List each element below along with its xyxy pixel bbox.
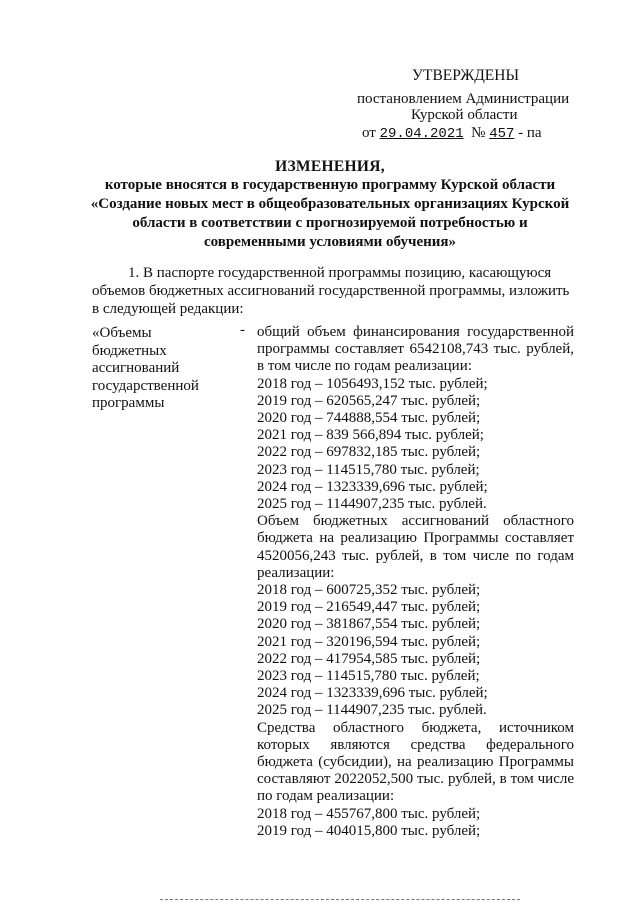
total-year-item: 2022 год – 697832,185 тыс. рублей; <box>257 444 481 461</box>
regional-year-item: 2018 год – 600725,352 тыс. рублей; <box>257 582 481 599</box>
approval-suffix: - па <box>518 125 542 141</box>
position-label <box>92 325 222 413</box>
total-year-item: 2020 год – 744888,554 тыс. рублей; <box>257 410 481 427</box>
regional-year-item: 2021 год – 320196,594 тыс. рублей; <box>257 633 481 650</box>
regional-budget-text: Объем бюджетных ассигнований областного бюджета на реализацию Программы составляет 4520056,243 тыс. рублей, в том числе по годам реализации: <box>257 513 574 581</box>
intro-line-3: в следующей редакции: <box>92 301 244 317</box>
total-year-item: 2019 год – 620565,247 тыс. рублей; <box>257 392 481 409</box>
heading-line-1: которые вносятся в государственную программу Курской области <box>104 177 556 193</box>
total-year-item: 2025 год – 1144907,235 тыс. рублей. <box>257 496 487 513</box>
heading-line-2: «Создание новых мест в общеобразовательных организациях Курской <box>90 196 570 212</box>
total-year-item: 2023 год – 114515,780 тыс. рублей; <box>257 461 480 478</box>
approval-number: 457 <box>489 126 515 142</box>
label-line: бюджетных <box>92 342 167 359</box>
federal-year-item: 2018 год – 455767,800 тыс. рублей; <box>257 805 481 822</box>
heading-line-4: современными условиями обучения» <box>203 234 457 250</box>
intro-paragraph <box>92 264 574 318</box>
document-heading <box>80 157 580 252</box>
approval-from-label: от <box>362 125 376 141</box>
intro-line-2: объемов бюджетных ассигнований государственной программы, изложить <box>92 283 570 299</box>
financing-details <box>257 324 574 840</box>
approval-region-line: Курской области <box>411 107 518 123</box>
regional-year-item: 2020 год – 381867,554 тыс. рублей; <box>257 616 481 633</box>
regional-year-item: 2025 год – 1144907,235 тыс. рублей. <box>257 702 487 719</box>
approval-date: 29.04.2021 <box>379 126 464 142</box>
total-financing-text: общий объем финансирования государственной программы составляет 6542108,743 тыс. рублей, в том числе по годам реализации: <box>257 324 574 375</box>
intro-line-1: 1. В паспорте государственной программы позицию, касающуюся <box>128 265 552 281</box>
federal-year-item: 2019 год – 404015,800 тыс. рублей; <box>257 822 481 839</box>
label-line: программы <box>92 395 165 411</box>
scan-footer-rule <box>160 899 520 900</box>
total-year-item: 2021 год – 839 566,894 тыс. рублей; <box>257 427 484 444</box>
label-line: ассигнований <box>92 360 180 376</box>
regional-year-item: 2019 год – 216549,447 тыс. рублей; <box>257 599 481 616</box>
heading-line-3: области в соответствии с прогнозируемой потребностью и <box>132 215 528 231</box>
regional-year-item: 2024 год – 1323339,696 тыс. рублей; <box>257 685 488 702</box>
total-year-item: 2018 год – 1056493,152 тыс. рублей; <box>257 375 488 392</box>
approval-decree-line: постановлением Администрации <box>357 91 570 107</box>
label-line: государственной <box>92 377 199 394</box>
label-line: «Объемы <box>92 325 152 341</box>
approval-date-number-line <box>362 124 542 144</box>
heading-title: ИЗМЕНЕНИЯ, <box>275 158 385 175</box>
approval-number-label: № <box>471 125 486 141</box>
regional-year-item: 2022 год – 417954,585 тыс. рублей; <box>257 650 481 667</box>
regional-year-item: 2023 год – 114515,780 тыс. рублей; <box>257 668 480 685</box>
federal-budget-text: Средства областного бюджета, источником которых являются средства федерального бюджета (субсидии), на реализацию Программы составляют 2022052,500 тыс. рублей, в том числе по годам реализации: <box>257 719 574 805</box>
separator-dash: - <box>240 322 245 338</box>
approval-title: УТВЕРЖДЕНЫ <box>412 67 519 84</box>
total-year-item: 2024 год – 1323339,696 тыс. рублей; <box>257 478 488 495</box>
